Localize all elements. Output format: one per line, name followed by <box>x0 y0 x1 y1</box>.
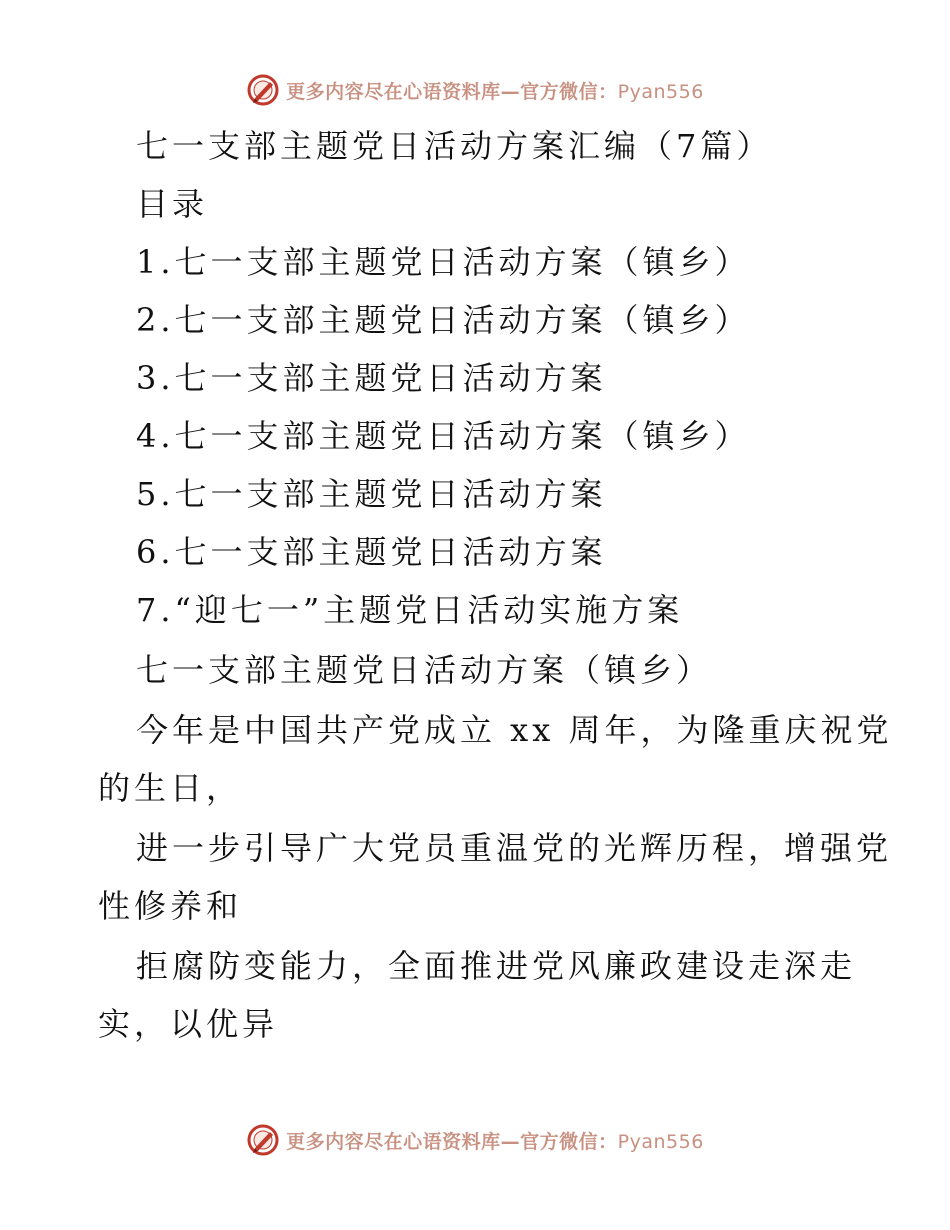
toc-item: 3.七一支部主题党日活动方案 <box>136 359 607 397</box>
toc-item: 1.七一支部主题党日活动方案（镇乡） <box>136 243 751 281</box>
toc-item: 5.七一支部主题党日活动方案 <box>136 475 607 513</box>
watermark-wechat-id: Pyan556 <box>617 80 704 103</box>
toc-item: 2.七一支部主题党日活动方案（镇乡） <box>136 301 751 339</box>
pen-logo-icon <box>246 1123 280 1157</box>
watermark-text: 更多内容尽在心语资料库—官方微信：Pyan556 <box>286 1130 704 1153</box>
watermark-text: 更多内容尽在心语资料库—官方微信：Pyan556 <box>286 80 704 103</box>
section-title: 七一支部主题党日活动方案（镇乡） <box>136 651 713 689</box>
body-paragraph-line: 实，以优异 <box>98 1005 279 1043</box>
toc-heading: 目录 <box>136 185 209 223</box>
toc-item: 4.七一支部主题党日活动方案（镇乡） <box>136 417 751 455</box>
body-paragraph-line: 今年是中国共产党成立 xx 周年，为隆重庆祝党 <box>136 711 893 749</box>
toc-item: 6.七一支部主题党日活动方案 <box>136 533 607 571</box>
body-paragraph-line: 进一步引导广大党员重温党的光辉历程，增强党 <box>136 829 893 867</box>
body-paragraph-line: 拒腐防变能力，全面推进党风廉政建设走深走 <box>136 947 857 985</box>
body-paragraph-line: 的生日， <box>98 769 243 807</box>
toc-item: 7.“迎七一”主题党日活动实施方案 <box>136 591 684 629</box>
watermark-wechat-id: Pyan556 <box>617 1130 704 1153</box>
watermark-footer <box>0 1120 950 1160</box>
document-title: 七一支部主题党日活动方案汇编（7篇） <box>136 127 773 165</box>
body-paragraph-line: 性修养和 <box>98 887 243 925</box>
